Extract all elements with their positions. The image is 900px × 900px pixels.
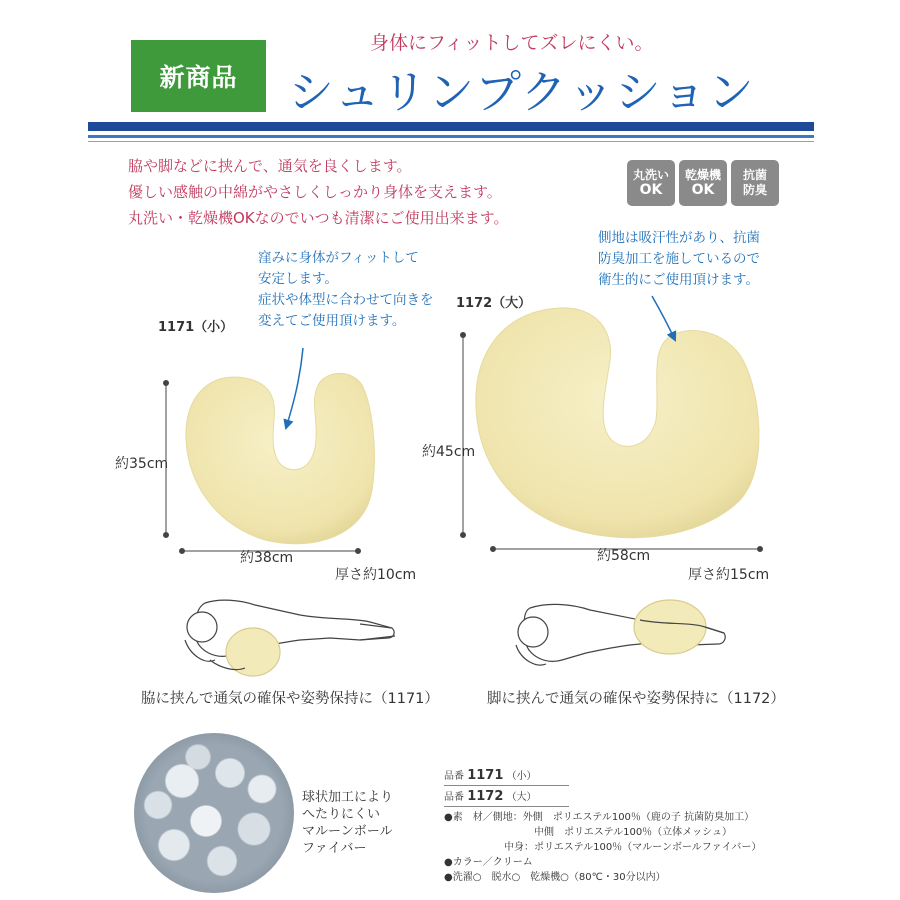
spec-block bbox=[444, 768, 761, 885]
large-height-label: 約45cm bbox=[422, 444, 476, 460]
new-product-badge: 新商品 bbox=[131, 40, 266, 112]
large-width-label: 約58cm bbox=[597, 548, 651, 564]
spec-material-inner: 中側 ポリエステル100％（立体メッシュ） bbox=[444, 827, 732, 838]
note-line: 症状や体型に合わせて向きを bbox=[258, 292, 434, 308]
spec-part-1171 bbox=[444, 768, 761, 784]
note-line: 安定します。 bbox=[258, 271, 338, 287]
fiber-label-line: ファイバー bbox=[302, 841, 367, 856]
fiber-photo bbox=[134, 733, 294, 893]
small-height-label: 約35cm bbox=[115, 456, 169, 472]
note-line: 防臭加工を施しているので bbox=[598, 251, 760, 267]
note-line: 変えてご使用頂けます。 bbox=[258, 313, 406, 329]
small-cushion bbox=[186, 373, 374, 543]
spec-part-1172 bbox=[444, 789, 761, 805]
small-usage-caption: 脇に挟んで通気の確保や姿勢保持に（1171） bbox=[141, 691, 439, 707]
spec-divider bbox=[444, 806, 569, 807]
spec-filling: 中身：ポリエステル100％（マルーンボールファイバー） bbox=[444, 842, 762, 853]
tagline: 身体にフィットしてズレにくい。 bbox=[370, 32, 654, 54]
fiber-label-line: マルーンボール bbox=[302, 824, 393, 839]
fit-arrow bbox=[286, 348, 303, 428]
spec-pn-number: 1172 bbox=[467, 789, 504, 804]
spec-pn-number: 1171 bbox=[467, 768, 504, 783]
spec-care: ●洗濯○ 脱水○ 乾燥機○（80℃・30分以内） bbox=[444, 872, 666, 883]
spec-pn-size: （大） bbox=[506, 792, 537, 803]
icon-label: OK bbox=[691, 182, 715, 198]
description-line: 脇や脚などに挟んで、通気を良くします。 bbox=[128, 157, 412, 175]
small-model-label: 1171（小） bbox=[158, 320, 234, 335]
spec-pn-label: 品番 bbox=[444, 792, 464, 803]
spec-pn-label: 品番 bbox=[444, 771, 464, 782]
fiber-label bbox=[302, 789, 393, 857]
small-width-label: 約38cm bbox=[240, 550, 294, 566]
spec-material: ●素 材／側地：外側 ポリエステル100％（鹿の子 抗菌防臭加工） bbox=[444, 812, 755, 823]
product-title: シュリンプクッション bbox=[288, 65, 755, 119]
icon-label: OK bbox=[639, 182, 663, 198]
large-model-label: 1172（大） bbox=[456, 296, 532, 311]
small-thickness-label: 厚さ約10cm bbox=[335, 567, 417, 583]
description-line: 丸洗い・乾燥機OKなのでいつも清潔にご使用出来ます。 bbox=[128, 209, 509, 227]
large-thickness-label: 厚さ約15cm bbox=[688, 567, 770, 583]
large-usage-caption: 脚に挟んで通気の確保や姿勢保持に（1172） bbox=[487, 691, 785, 707]
spec-color: ●カラー／クリーム bbox=[444, 857, 533, 868]
note-line: 衛生的にご使用頂けます。 bbox=[598, 272, 759, 288]
spec-divider bbox=[444, 785, 569, 786]
description-line: 優しい感触の中綿がやさしくしっかり身体を支えます。 bbox=[128, 183, 502, 201]
fabric-arrow bbox=[652, 296, 675, 340]
sleeper-right-illustration bbox=[516, 600, 725, 665]
note-line: 窪みに身体がフィットして bbox=[258, 250, 419, 266]
fiber-label-line: 球状加工により bbox=[302, 790, 394, 805]
icon-label: 乾燥機 bbox=[684, 168, 721, 182]
fiber-label-line: へたりにくい bbox=[302, 807, 381, 822]
sleeper-left-illustration bbox=[185, 600, 395, 676]
large-cushion bbox=[476, 308, 759, 538]
note-line: 側地は吸汗性があり、抗菌 bbox=[598, 230, 760, 246]
spec-pn-size: （小） bbox=[506, 771, 537, 782]
icon-label: 防臭 bbox=[742, 183, 767, 197]
icon-label: 抗菌 bbox=[742, 168, 767, 182]
icon-label: 丸洗い bbox=[632, 168, 669, 182]
